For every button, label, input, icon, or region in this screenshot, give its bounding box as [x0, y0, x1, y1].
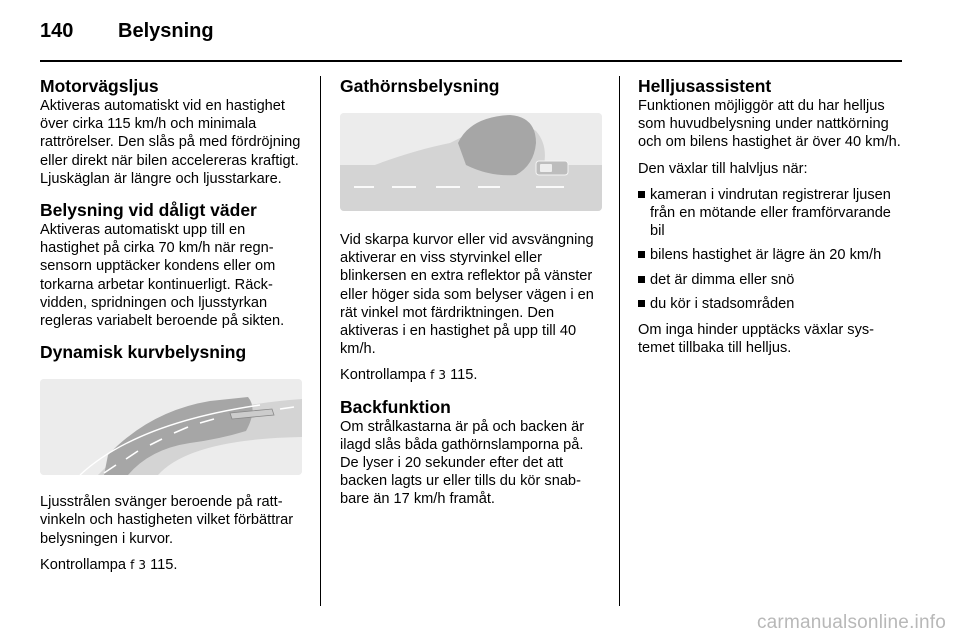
chapter-title: Belysning	[118, 20, 214, 42]
section-title-motorway: Motorvägsljus	[40, 76, 159, 96]
control-lamp-label: Kontrollampa	[40, 556, 126, 573]
list-item: kameran i vindrutan registrerar ljusen från en mötande eller framförvarande bil	[638, 186, 902, 241]
page-reference-arrow-icon: 3	[138, 557, 146, 572]
conditions-list	[638, 186, 902, 313]
column-divider-2	[619, 76, 620, 606]
page-reference-link[interactable]: 115.	[450, 367, 478, 384]
section-body-high-beam-outro: Om inga hinder upptäcks växlar systemet tillbaka till helljus.	[638, 322, 875, 357]
control-lamp-ref-1	[40, 556, 304, 574]
section-title-reverse: Backfunktion	[340, 396, 451, 417]
column-3	[638, 76, 902, 365]
control-lamp-icon: f	[430, 368, 435, 383]
page-header	[40, 20, 214, 50]
page-reference-arrow-icon: 3	[438, 368, 446, 383]
section-title-corner: Gathörnsbelysning	[340, 76, 500, 96]
section-title-high-beam: Helljusassistent	[638, 76, 772, 96]
bullet-square-icon	[638, 276, 645, 283]
list-item: bilens hastighet är lägre än 20 km/h	[638, 246, 902, 264]
section-body-motorway: Aktiveras automatiskt vid en hastighet över cirka 115 km/h och minimala rattrörelser. Den slås på med fördröjning eller direkt när bilen accelereras kraftigt. Ljuskäglan är längre och ljusstarkare.	[40, 98, 301, 187]
page-reference-link[interactable]: 115.	[150, 556, 178, 573]
list-item: du kör i stadsområden	[638, 295, 902, 313]
watermark: carmanualsonline.info	[756, 612, 946, 633]
section-body-corner: Vid skarpa kurvor eller vid avsvängning aktiverar en viss styrvinkel eller blinkersen en extra reflektor på vänster eller höger sida som belyser vägen i en rät vinkel mot färdriktningen. Den aktiveras i en hastighet på upp till 40 km/h.	[340, 232, 594, 358]
section-title-bad-weather: Belysning vid dåligt väder	[40, 200, 257, 221]
control-lamp-ref-2	[340, 366, 604, 384]
section-body-dynamic-curve: Ljusstrålen svänger beroende på rattvinkeln och hastigheten vilket förbättrar belysningen i kurvor.	[40, 494, 294, 547]
header-divider	[40, 60, 902, 62]
corner-lighting-illustration	[340, 113, 602, 211]
column-divider-1	[320, 76, 321, 606]
column-2	[340, 76, 604, 517]
page-number: 140	[40, 20, 74, 42]
section-body-high-beam-switch: Den växlar till halvljus när:	[638, 160, 808, 177]
list-item: det är dimma eller snö	[638, 271, 902, 289]
control-lamp-icon: f	[130, 557, 135, 572]
dynamic-curve-illustration	[40, 379, 302, 475]
bullet-square-icon	[638, 191, 645, 198]
section-title-dynamic-curve: Dynamisk kurvbelysning	[40, 342, 247, 363]
section-body-reverse: Om strålkastarna är på och backen är ilagd slås båda gathörnslamporna på. De lyser i 20 sekunder efter det att backen lagts ur eller tills du kör snabbare än 17 km/h framåt.	[340, 418, 585, 508]
bullet-square-icon	[638, 300, 645, 307]
control-lamp-label: Kontrollampa	[340, 367, 426, 384]
section-body-bad-weather: Aktiveras automatiskt upp till en hastighet på cirka 70 km/h när regnsensorn upptäcker kondens eller om torkarna arbetar kontinuerligt. Räckvidden, spridningen och ljusstyrkan regleras variabelt beroende på sikten.	[40, 222, 285, 330]
section-body-high-beam-intro: Funktionen möjliggör att du har helljus som huvudbelysning under nattkörning och om bilens hastighet är över 40 km/h.	[638, 98, 901, 151]
column-1	[40, 76, 304, 582]
bullet-square-icon	[638, 251, 645, 258]
